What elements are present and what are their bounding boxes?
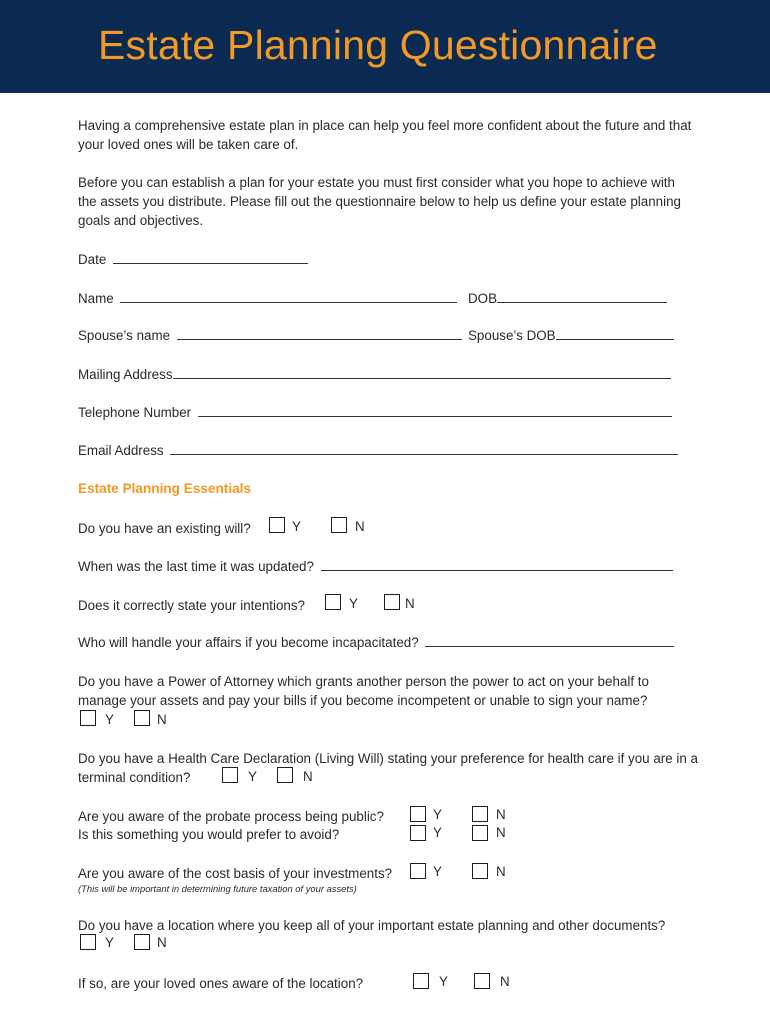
location-yes-checkbox[interactable] [80, 934, 96, 950]
location-no-checkbox[interactable] [134, 934, 150, 950]
aware-yes-checkbox[interactable] [413, 973, 429, 989]
intro-text-line: Having a comprehensive estate plan in place can help you feel more confident about the future and that [78, 118, 692, 133]
costbasis-no-label: N [496, 864, 506, 879]
probate-no-checkbox[interactable] [472, 806, 488, 822]
email-label: Email Address [78, 443, 164, 458]
intro-text-line: Before you can establish a plan for your estate you must first consider what you hope to achieve with [78, 175, 675, 190]
question-avoid: Is this something you would prefer to avoid? [78, 827, 340, 842]
name-label: Name [78, 291, 114, 306]
question-hcd-line: Do you have a Health Care Declaration (Living Will) stating your preference for health care if you are in a [78, 751, 698, 766]
telephone-line[interactable] [198, 404, 672, 417]
probate-no-label: N [496, 807, 506, 822]
spouse-name-line[interactable] [177, 327, 462, 340]
mailing-address-field[interactable] [78, 365, 671, 384]
location-no-label: N [157, 935, 167, 950]
question-existing-will: Do you have an existing will? [78, 521, 251, 536]
costbasis-no-checkbox[interactable] [472, 863, 488, 879]
spouse-name-field[interactable] [78, 326, 462, 345]
poa-yes-label: Y [105, 712, 114, 727]
avoid-no-checkbox[interactable] [472, 825, 488, 841]
avoid-yes-checkbox[interactable] [410, 825, 426, 841]
date-line[interactable] [113, 251, 308, 264]
intro-text-line: goals and objectives. [78, 213, 204, 228]
aware-no-checkbox[interactable] [474, 973, 490, 989]
question-poa-line: Do you have a Power of Attorney which grants another person the power to act on your behalf to [78, 674, 649, 689]
email-line[interactable] [170, 442, 678, 455]
spouse-dob-field[interactable] [468, 326, 674, 345]
dob-field[interactable] [468, 289, 667, 308]
telephone-label: Telephone Number [78, 405, 192, 420]
avoid-no-label: N [496, 825, 506, 840]
probate-yes-label: Y [433, 807, 442, 822]
poa-no-checkbox[interactable] [134, 710, 150, 726]
will-no-checkbox[interactable] [331, 517, 347, 533]
question-hcd-line: terminal condition? [78, 770, 191, 785]
spouse-name-label: Spouse’s name [78, 328, 171, 343]
date-field[interactable] [78, 250, 308, 269]
aware-yes-label: Y [439, 974, 448, 989]
question-probate: Are you aware of the probate process being public? [78, 809, 384, 824]
avoid-yes-label: Y [433, 825, 442, 840]
question-location: Do you have a location where you keep all of your important estate planning and other documents? [78, 918, 666, 933]
affairs-line[interactable] [425, 634, 674, 647]
poa-no-label: N [157, 712, 167, 727]
name-field[interactable] [78, 289, 457, 308]
intro-text-line: your loved ones will be taken care of. [78, 137, 299, 152]
costbasis-yes-label: Y [433, 864, 442, 879]
telephone-field[interactable] [78, 403, 672, 422]
will-no-label: N [355, 519, 365, 534]
affairs-label: Who will handle your affairs if you become incapacitated? [78, 635, 419, 650]
spouse-dob-label: Spouse’s DOB [468, 328, 556, 343]
last-updated-line[interactable] [321, 558, 673, 571]
intentions-no-checkbox[interactable] [384, 594, 400, 610]
mailing-address-line[interactable] [173, 366, 671, 379]
question-aware-location: If so, are your loved ones aware of the location? [78, 976, 364, 991]
probate-yes-checkbox[interactable] [410, 806, 426, 822]
intentions-no-label: N [405, 596, 415, 611]
question-affairs[interactable] [78, 633, 674, 652]
question-intentions: Does it correctly state your intentions? [78, 598, 306, 613]
hcd-no-checkbox[interactable] [277, 767, 293, 783]
will-yes-label: Y [292, 519, 301, 534]
intentions-yes-checkbox[interactable] [325, 594, 341, 610]
title-banner [0, 0, 770, 93]
name-line[interactable] [120, 290, 457, 303]
date-label: Date [78, 252, 107, 267]
spouse-dob-line[interactable] [556, 327, 674, 340]
aware-no-label: N [500, 974, 510, 989]
hcd-yes-checkbox[interactable] [222, 767, 238, 783]
question-cost-basis: Are you aware of the cost basis of your investments? [78, 866, 393, 881]
location-yes-label: Y [105, 935, 114, 950]
last-updated-label: When was the last time it was updated? [78, 559, 314, 574]
cost-basis-note: (This will be important in determining future taxation of your assets) [78, 883, 357, 894]
intentions-yes-label: Y [349, 596, 358, 611]
intro-text-line: the assets you distribute. Please fill out the questionnaire below to help us define your estate planning [78, 194, 681, 209]
costbasis-yes-checkbox[interactable] [410, 863, 426, 879]
page-title: Estate Planning Questionnaire [98, 22, 658, 68]
mailing-address-label: Mailing Address [78, 367, 173, 382]
question-poa-line: manage your assets and pay your bills if you become incompetent or unable to sign your name? [78, 693, 648, 708]
section-title: Estate Planning Essentials [78, 481, 252, 496]
dob-line[interactable] [497, 290, 667, 303]
hcd-yes-label: Y [248, 769, 257, 784]
question-last-updated[interactable] [78, 557, 673, 576]
dob-label: DOB [468, 291, 498, 306]
poa-yes-checkbox[interactable] [80, 710, 96, 726]
hcd-no-label: N [303, 769, 313, 784]
email-field[interactable] [78, 441, 678, 460]
will-yes-checkbox[interactable] [269, 517, 285, 533]
